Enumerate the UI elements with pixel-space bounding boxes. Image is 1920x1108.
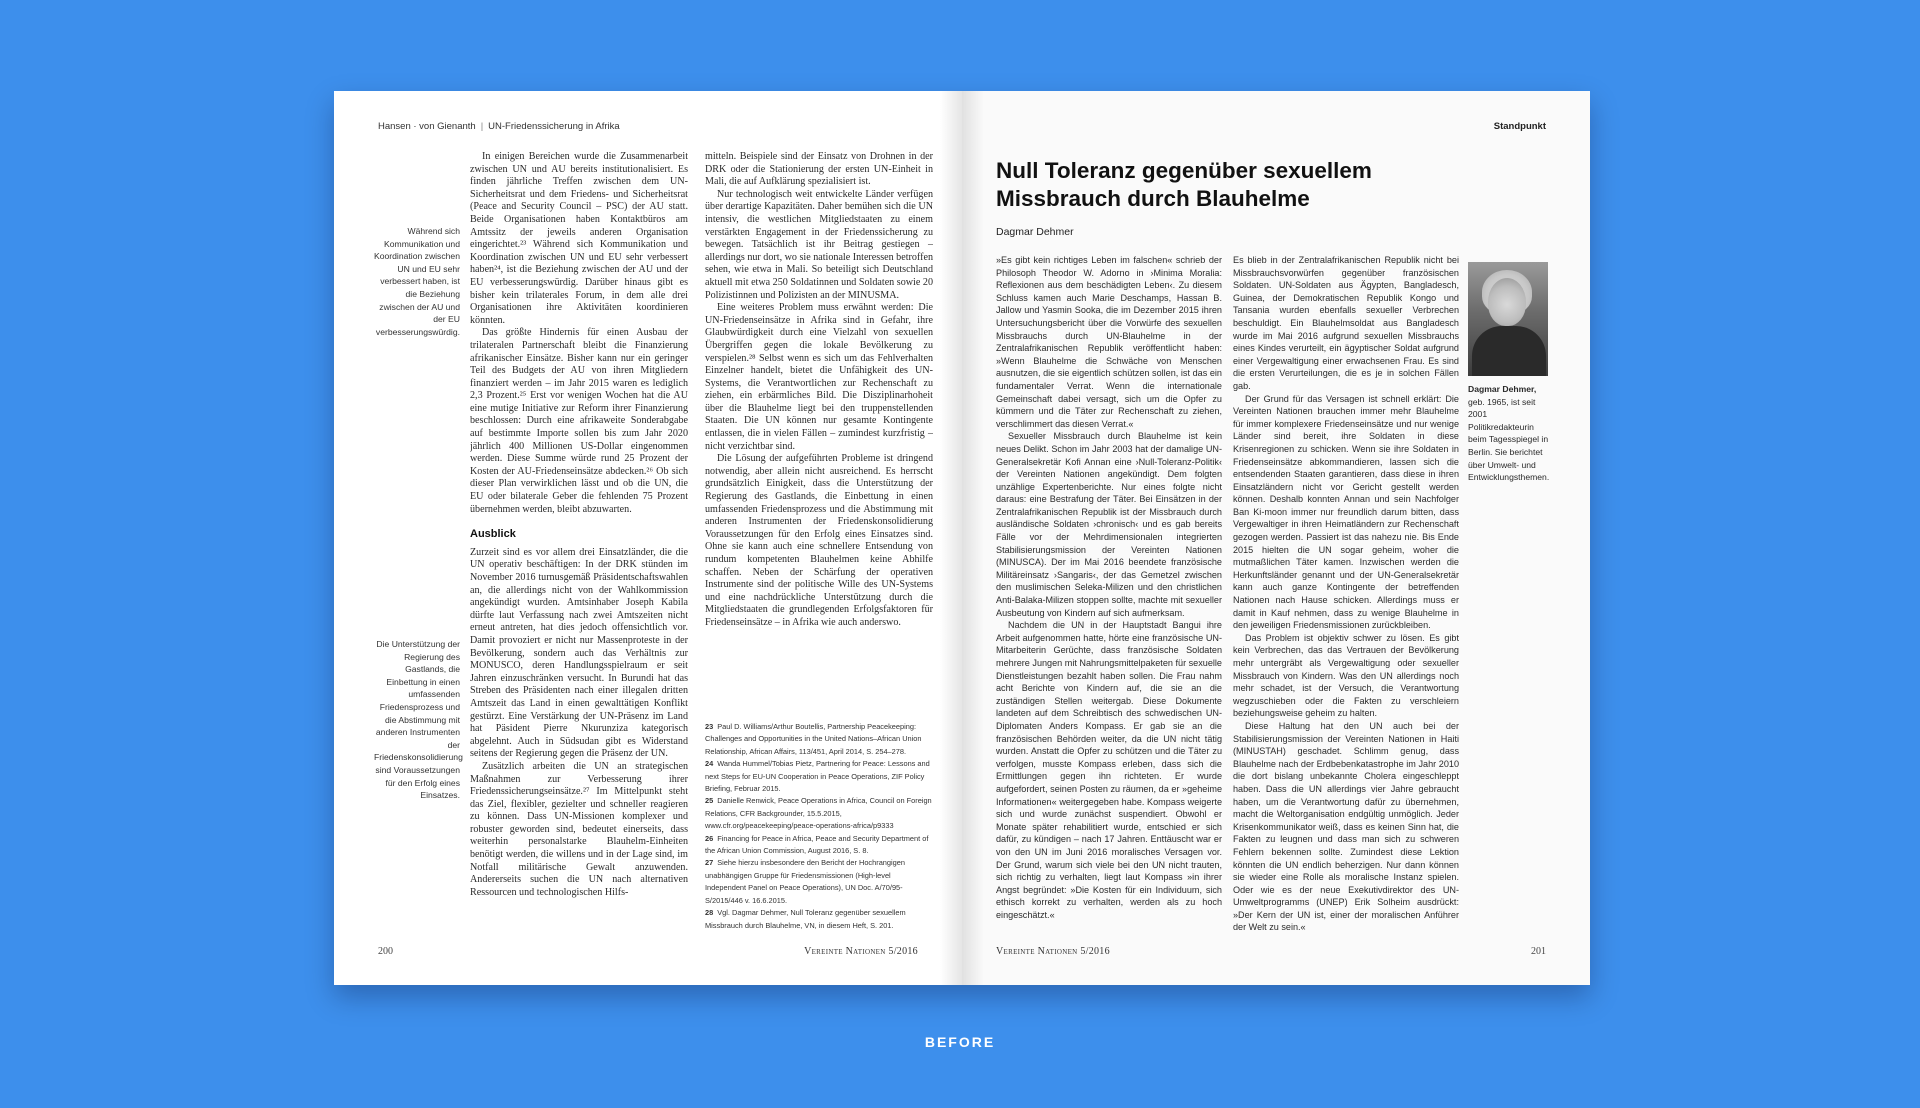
- author-name: Dagmar Dehmer,: [1468, 384, 1537, 394]
- paragraph: Diese Haltung hat den UN auch bei der Stabilisierungsmission der Vereinten Nationen in Haiti (MINUSTAH) geschadet. Schlimm genug, dass Blauhelme nach der Erdbebenkatastrophe im Jahr 2010 die dort bislang unbekannte Cholera eingeschleppt haben. Dass die UN allerdings vier Jahre gebraucht haben, um die Verantwortung dafür zu übernehmen, macht die Weltorganisation endgültig unmöglich. Jeder Krisenkommunikator weiß, dass es keinen Sinn hat, die Fakten zu leugnen und dass man sich zu schweren Fehlern bekennen sollte. Zumindest diese Lektion könnten die UN endlich beherzigen. Nur dann können sie wieder eine Rolle als moralische Instanz spielen. Oder wie es der neue Exekutivdirektor des UN-Umweltprogramms (UNEP) Erik Solheim ausdrückt: »Der Kern der UN ist, einer der moralischen Anführer der Welt zu sein.«: [1233, 720, 1459, 933]
- author-photo: [1468, 262, 1548, 376]
- paragraph: Es blieb in der Zentralafrikanischen Republik nicht bei Missbrauchsvorwürfen gegenüber französischen Soldaten. UN-Soldaten aus Ägypten, Bangladesch, Guinea, der Demokratischen Republik Kongo und Tansania wurden ebenfalls sexueller Verbrechen beschuldigt. Ein Blauhelmsoldat aus Bangladesch wurde im Mai 2016 aufgrund sexuellen Missbrauchs eines Kindes verurteilt, ein ägyptischer Soldat aufgrund einer Vergewaltigung einer erwachsenen Frau. Es sind die ersten Verurteilungen, die es je in solchen Fällen gab.: [1233, 255, 1459, 391]
- paragraph: Zusätzlich arbeiten die UN an strategischen Maßnahmen zur Verbesserung ihrer Friedenssicherungseinsätze.²⁷ Im Mittelpunkt steht das Ziel, flexibler, gezielter und schneller reagieren zu können. Dass UN-Missionen komplexer und robuster geworden sind, bedeutet einerseits, dass weiterhin personalstarke Blauhelm-Einheiten benötigt werden, die willens und in der Lage sind, im Notfall militärische Gewalt anzuwenden. Andererseits suchen die UN nach alternativen Ressourcen und technologischen Hilfs-: [470, 760, 688, 898]
- running-head-separator: |: [480, 121, 484, 132]
- left-column-2: [705, 151, 933, 711]
- magazine-spread: [334, 91, 1590, 985]
- paragraph: »Es gibt kein richtiges Leben im falschen« schrieb der Philosoph Theodor W. Adorno in ›Minima Moralia: Reflexionen aus dem beschädigten Leben‹. Zu diesem Schluss kamen auch Marie Deschamps, Hassan B. Jallow und Yasmin Sooka, die im Dezember 2015 ihren Untersuchungsbericht über die Vorwürfe des sexuellen Missbrauchs durch UN-Blauhelme in der Zentralafrikanischen Republik veröffentlicht haben: »Wenn Blauhelme die Schwäche von Menschen ausnutzen, die sie eigentlich schützen sollen, ist das ein fundamentaler Verrat. Wenn die internationale Gemeinschaft dabei versagt, sich um die Opfer zu kümmern und die Täter zur Rechenschaft zu ziehen, verschlimmert das diesen Verrat.«: [996, 255, 1222, 429]
- running-head-authors: Hansen · von Gienanth: [378, 121, 476, 132]
- gutter-shadow: [962, 91, 984, 985]
- section-heading: Ausblick: [470, 528, 516, 541]
- footnote: 25 Danielle Renwick, Peace Operations in Africa, Council on Foreign Relations, CFR Backgrounder, 15.5.2015, www.cfr.org/peacekeeping/peace-operations-africa/p9333: [705, 796, 932, 831]
- author-caption: [1468, 383, 1550, 484]
- paragraph: Nur technologisch weit entwickelte Länder verfügen über derartige Kapazitäten. Daher bemühen sich die UN intensiv, die westlichen Mitgliedstaaten zu einem verstärkten Engagement in der Friedenssicherung zu bewegen. Tatsächlich ist ihr Beitrag gestiegen – allerdings nur dort, wo sie nationale Interessen betroffen sehen, wie etwa in Mali. So beteiligt sich Deutschland aktuell mit etwa 250 Soldatinnen und Soldaten sowie 20 Polizistinnen und Polizisten an der MINUSMA.: [705, 188, 933, 301]
- paragraph: Eine weiteres Problem muss erwähnt werden: Die UN-Friedenseinsätze in Afrika sind in Gefahr, ihre Glaubwürdigkeit durch eine Vielzahl von sexuellen Übergriffen gegen die lokale Bevölkerung zu verspielen.²⁸ Selbst wenn es sich um das Fehlverhalten Einzelner handelt, bietet die Unfähigkeit des UN-Systems, die Verantwortlichen zur Rechenschaft zu ziehen, ein erbärmliches Bild. Die Disziplinarhoheit über die Blauhelme liegt bei den truppenstellenden Staaten. Die UN können nur gesamte Kontingente entlassen, die in vielen Fällen – zumindest kurzfristig – nicht verzichtbar sind.: [705, 302, 933, 452]
- paragraph: Die Lösung der aufgeführten Probleme ist dringend notwendig, aber allein nicht ausreichend. Es herrscht grundsätzlich Einigkeit, dass die Unterstützung der Regierung des Gastlands, die Einbettung in einen umfassenden Friedensprozess und die Abstimmung mit anderen Instrumenten der Friedenskonsolidierung Voraussetzungen für den Erfolg eines Einsatzes sind. Ohne sie kann auch eine schnellere Entsendung von rundum kompetenten Blauhelmen keine Abhilfe schaffen. Neben der Schärfung der operativen Instrumente sind der politische Wille des UN-Systems und eine nachdrückliche Unterstützung durch die Mitgliedstaaten die grundlegenden Erfolgsfaktoren für Friedenseinsätze – in Afrika wie auch anderswo.: [705, 453, 933, 628]
- paragraph: Das größte Hindernis für einen Ausbau der trilateralen Partnerschaft bleibt die Finanzierung afrikanischer Einsätze. Bisher kann nur ein geringer Teil des Budgets der AU von ihren Mitgliedern finanziert werden – im Jahr 2015 waren es lediglich 2,3 Prozent.²⁵ Erst vor wenigen Wochen hat die AU eine mutige Initiative zur Reform ihrer Finanzierung beschlossen: Durch eine afrikaweite Sonderabgabe auf bestimmte Importe sollen bis zum Jahr 2020 jährlich 400 Millionen US-Dollar eingenommen werden. Diese Summe würde rund 25 Prozent der Kosten der AU-Friedenseinsätze abdecken.²⁶ Ob sich dieser Plan verwirklichen lässt und ob die UN, die EU oder bilaterale Geber die fehlenden 75 Prozent übernehmen werden, bleibt abzuwarten.: [470, 327, 688, 515]
- margin-note-2: Die Unterstützung der Regierung des Gastlands, die Einbettung in einen umfassenden Friedensprozess und die Abstimmung mit anderen Instrumenten der Friedenskonsolidierung sind Voraussetzungen für den Erfolg eines Einsatzes.: [374, 639, 463, 801]
- right-column-2: [1233, 254, 1459, 937]
- before-label: BEFORE: [924, 1034, 996, 1050]
- left-page: [334, 91, 962, 985]
- footnote: 27 Siehe hierzu insbesondere den Bericht der Hochrangigen unabhängigen Gruppe für Friedensmissionen (High-level Independent Panel on Peace Operations), UN Doc. A/70/95-S/2015/446 v. 16.6.2015.: [705, 858, 905, 905]
- author-bio: geb. 1965, ist seit 2001 Politikredakteurin beim Tagesspiegel in Berlin. Sie berichtet über Umwelt- und Entwicklungsthemen.: [1468, 396, 1550, 483]
- byline: Dagmar Dehmer: [996, 226, 1074, 238]
- footnote: 28 Vgl. Dagmar Dehmer, Null Toleranz gegenüber sexuellem Missbrauch durch Blauhelme, VN, in diesem Heft, S. 201.: [705, 908, 906, 930]
- article-title: Null Toleranz gegenüber sexuellem Missbrauch durch Blauhelme: [996, 158, 1372, 211]
- paragraph: Das Problem ist objektiv schwer zu lösen. Es gibt kein Verbrechen, das das Vertrauen der Bevölkerung mehr untergräbt als Vergewaltigung oder sexueller Missbrauch von Kindern. Was den UN allerdings noch mehr schadet, ist der Versuch, die Verantwortung wegzuschieben oder die Fakten zu verschleiern beziehungsweise geheim zu halten.: [1233, 632, 1459, 719]
- paragraph: mitteln. Beispiele sind der Einsatz von Drohnen in der DRK oder die Stationierung der ersten UN-Einheit in Mali, die auf Aufklärung spezialisiert ist.: [705, 151, 933, 188]
- gutter-shadow: [940, 91, 962, 985]
- paragraph: In einigen Bereichen wurde die Zusammenarbeit zwischen UN und AU bereits institutionalisiert. Es finden jährliche Treffen zwischen dem UN-Sicherheitsrat und dem Friedens- und Sicherheitsrat (Peace and Security Council – PSC) der AU statt. Beide Organisationen haben Kontaktbüros am Amtssitz der jeweils anderen Organisation eingerichtet.²³ Während sich Kommunikation und Koordination zwischen UN und EU sehr verbessert haben²⁴, ist die Beziehung zwischen der AU und der EU verbesserungswürdig. Darüber hinaus gibt es bisher kein trilaterales Forum, in dem alle drei Organisationen ihre Aktivitäten koordinieren könnten.: [470, 151, 688, 326]
- right-page: [962, 91, 1590, 985]
- footnote: 26 Financing for Peace in Africa, Peace and Security Department of the African Union Commission, August 2016, S. 8.: [705, 833, 929, 856]
- page-number-left: 200: [378, 946, 393, 957]
- right-column-1: [996, 254, 1222, 937]
- left-column-1: [470, 151, 688, 937]
- footnotes: [705, 721, 933, 931]
- margin-note-1: Während sich Kommunikation und Koordination zwischen UN und EU sehr verbessert haben, ist die Beziehung zwischen der AU und der EU verbesserungswürdig.: [374, 226, 460, 337]
- footnote: 23 Paul D. Williams/Arthur Boutellis, Partnership Peacekeeping: Challenges and Opportunities in the United Nations–African Union Relationship, African Affairs, 113/451, April 2014, S. 254–278.: [705, 722, 922, 756]
- paragraph: Nachdem die UN in der Hauptstadt Bangui ihre Arbeit aufgenommen hatte, hörte eine französische UN-Mitarbeiterin Gerüchte, dass französische Soldaten mehrere Jungen mit Nahrungsmittelpaketen für sexuelle Dienstleistungen bezahlt haben sollen. Die Frau nahm acht Berichte von Kindern auf, die sie an die zuständigen Stellen weitergab. Diese Dokumente landeten auf dem Schreibtisch des schwedischen UN-Diplomaten Anders Kompass. Er gab sie an die französischen Behörden weiter, da die UN nicht tätig wurden. Anstatt die Opfer zu schützen und die Täter zu verfolgen, musste Kompass erleben, dass sich die Ermittlungen gegen ihn richteten. Er wurde aufgefordert, seinen Posten zu räumen, da er »geheime Informationen« weitergegeben habe. Kompass weigerte sich und wurde zunächst suspendiert. Obwohl er Monate später rehabilitiert wurde, entschied er sich dafür, zu kündigen – nach 17 Jahren. Enttäuscht war er von den UN im Juni 2016 moralisches Versagen vor. Der Grund, warum sich viele bei den UN nicht trauten, sich richtig zu verhalten, liegt laut Kompass »in ihrer Angst begründet: »Die Kosten für ein Individuum, sich ethisch korrekt zu verhalten, werden als zu hoch eingeschätzt.«: [996, 620, 1222, 920]
- paragraph: Der Grund für das Versagen ist schnell erklärt: Die Vereinten Nationen brauchen immer mehr Blauhelme für immer komplexere Friedenseinsätze und nur wenige Länder sind bereit, ihre Soldaten in diese Krisenregionen zu schicken. Wenn sie ihre Soldaten in Friedenseinsätze abkommandieren, lassen sich die entsendenden Staaten garantieren, dass diese in ihren Einsatzländern nicht vor Gericht gestellt werden können. Deshalb konnten Annan und sein Nachfolger Ban Ki-moon immer nur freundlich darum bitten, dass Vergewaltiger in ihren Heimatländern zur Rechenschaft gezogen werden. Passiert ist das nahezu nie. Bis Ende 2015 hielten die UN sogar geheim, woher die mutmaßlichen Täter kamen. Inzwischen werden die Herkunftsländer genannt und der UN-Generalsekretär kann auch ganze Kontingente der betreffenden Nationen nach Hause schicken. Allerdings muss er damit in Kauf nehmen, dass zu wenige Blauhelme in den jeweiligen Friedensmissionen zurückbleiben.: [1233, 393, 1459, 631]
- page-number-right: 201: [1531, 946, 1546, 957]
- paragraph: Zurzeit sind es vor allem drei Einsatzländer, die die UN operativ beschäftigen: In der DRK stünden im November 2016 turnusgemäß Präsidentschaftswahlen an, die allerdings nicht von der Wahlkommission angekündigt wurden. Amtsinhaber Joseph Kabila dürfte laut Verfassung nach zwei Amtszeiten nicht erneut antreten, hat dies jedoch offensichtlich vor. Damit provoziert er nicht nur Massenproteste in der Bevölkerung, sondern auch das Verhältnis zur MONUSCO, deren Handlungsspielraum er seit Jahren einzuschränken versucht. In Burundi hat das Streben des Präsidenten nach einer illegalen dritten Amtszeit das Land in einen gewalttätigen Konflikt gestürzt. Eine Verstärkung der UN-Präsenz im Land hat Päsident Pierre Nkurunziza kategorisch abgelehnt. Auch in Südsudan gibt es Widerstand seitens der Regierung gegen die Präsenz der UN.: [470, 546, 688, 760]
- section-label: Standpunkt: [1493, 121, 1546, 132]
- magazine-footer-left: Vereinte Nationen 5/2016: [804, 946, 918, 957]
- running-head-topic: UN-Friedenssicherung in Afrika: [488, 121, 620, 132]
- magazine-footer-right: Vereinte Nationen 5/2016: [996, 946, 1110, 957]
- left-running-head: [378, 121, 620, 132]
- paragraph: Sexueller Missbrauch durch Blauhelme ist kein neues Delikt. Schon im Jahr 2003 hat der damalige UN-Generalsekretär Kofi Annan eine ›Null-Toleranz-Politik‹ der Vereinten Nationen angekündigt. Dem folgten unzählige Expertenberichte. Nur eines folgte nicht daraus: eine Bestrafung der Täter. Bei Einsätzen in der Zentralafrikanischen Republik ist der Missbrauch durch ausländische Soldaten ›chronisch‹ und es gab bereits Fälle vor der Mehrdimensionalen integrierten Stabilisierungsmission der Vereinten Nationen (MINUSCA). Der im Mai 2016 beendete französische Militäreinsatz ›Sangaris‹, der das Gemetzel zwischen den muslimischen Seleka-Milizen und den christlichen Anti-Balaka-Milizen stoppen sollte, machte mit sexueller Ausbeutung von Kindern auf sich aufmerksam.: [996, 431, 1222, 618]
- footnote: 24 Wanda Hummel/Tobias Pietz, Partnering for Peace: Lessons and next Steps for EU-UN Cooperation in Peace Operations, ZIF Policy Briefing, Februar 2015.: [705, 759, 930, 794]
